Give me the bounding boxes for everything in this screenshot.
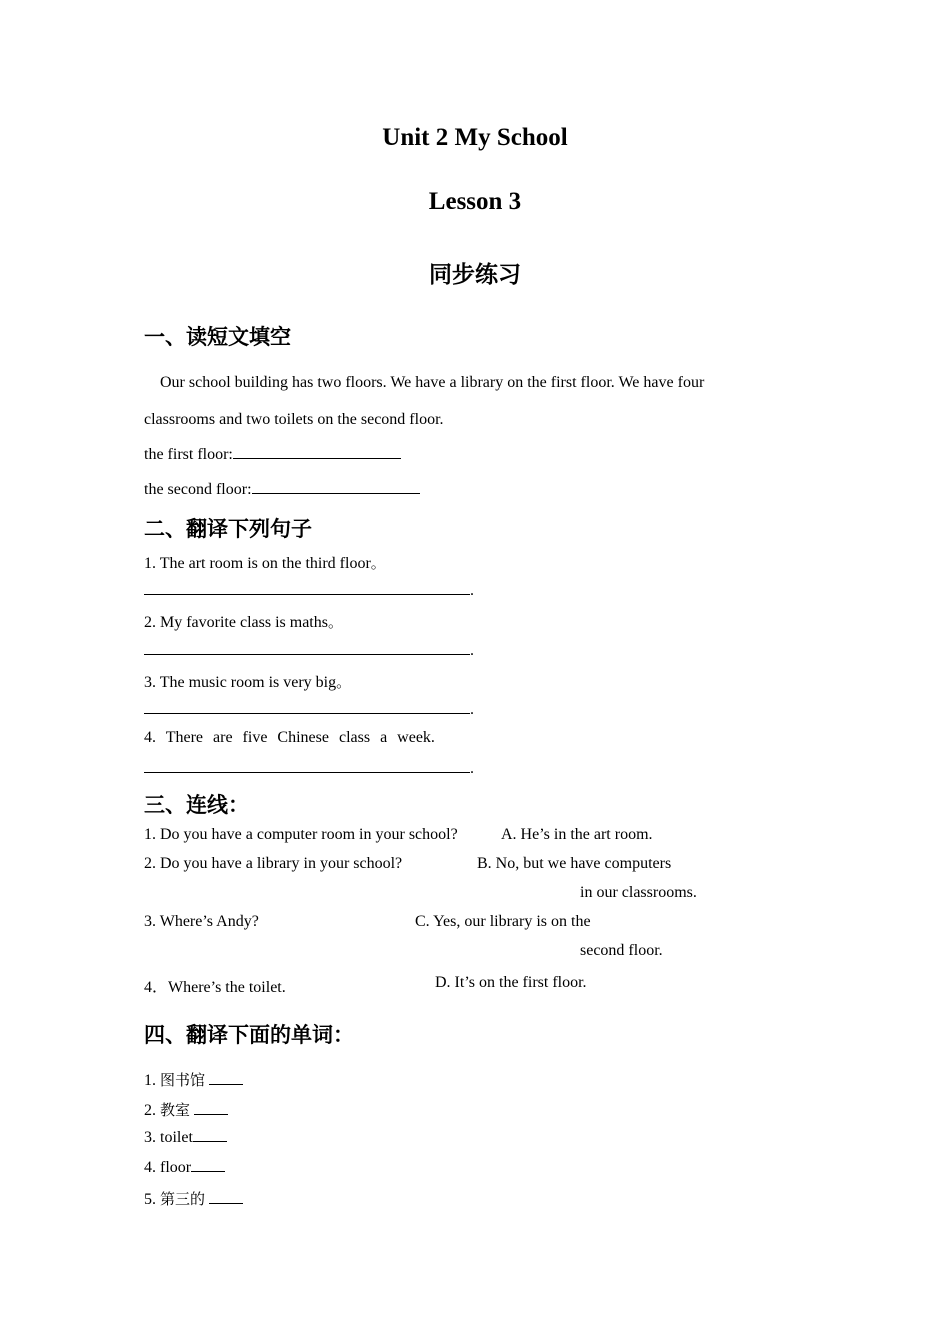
translate-item-text: 2. My favorite class is maths [144,614,328,631]
word-item-3 [144,1129,227,1147]
match-question-1: 1. Do you have a computer room in your school? [144,826,458,843]
answer-period: . [470,642,474,659]
answer-period: . [470,760,474,777]
answer-blank[interactable] [144,760,470,773]
section1-heading: 一、读短文填空 [144,325,291,349]
word-item-text: toilet [160,1129,193,1146]
word-item-text: floor [160,1159,192,1176]
word-item-text: 教室 [160,1101,191,1119]
translate-item-mark: 。 [327,613,343,631]
answer-blank[interactable] [191,1159,225,1172]
word-item-1 [144,1069,243,1090]
match-answer-c: C. Yes, our library is on the [415,913,591,930]
lesson-title: Lesson 3 [428,188,522,215]
word-item-2 [144,1099,228,1120]
fill-second-floor [144,481,420,499]
word-item-number: 3. [144,1129,156,1146]
word-item-4 [144,1159,225,1177]
answer-blank[interactable] [209,1072,243,1085]
translate-item-4 [144,729,435,747]
passage-line-2: classrooms and two toilets on the second floor. [144,411,444,428]
answer-blank[interactable] [144,642,470,655]
translate-item-2 [144,611,343,632]
match-answer-a: A. He’s in the art room. [501,826,653,843]
answer-blank[interactable] [193,1129,227,1142]
answer-period: . [470,582,474,599]
translate-item-text: 4. There are five Chinese class a week. [144,729,435,746]
match-answer-b-cont: in our classrooms. [580,884,697,901]
word-item-number: 1. [144,1072,156,1089]
answer-blank[interactable] [144,701,470,714]
match-question-4: 4．Where’s the toilet. [144,979,286,996]
match-question-3: 3. Where’s Andy? [144,913,259,930]
passage-line-1: Our school building has two floors. We have a library on the first floor. We have four [160,374,705,391]
section2-heading: 二、翻译下列句子 [144,517,312,541]
answer-blank[interactable] [233,446,401,459]
word-item-number: 4. [144,1159,156,1176]
fill-first-floor-label: the first floor: [144,446,233,463]
unit-title: Unit 2 My School [382,124,568,151]
answer-blank[interactable] [209,1191,243,1204]
match-answer-d: D. It’s on the first floor. [435,974,587,991]
translate-item-1 [144,552,386,573]
translate-item-text: 3. The music room is very big [144,674,337,691]
translate-item-3 [144,671,351,692]
match-question-2: 2. Do you have a library in your school? [144,855,403,872]
section3-heading: 三、连线： [144,793,249,817]
translate-answer-1 [144,582,474,600]
answer-period: . [470,701,474,718]
word-item-number: 2. [144,1102,156,1119]
match-answer-b: B. No, but we have computers [477,855,672,872]
translate-answer-4 [144,760,474,778]
word-item-number: 5. [144,1191,156,1208]
section4-heading: 四、翻译下面的单词： [144,1023,354,1047]
translate-answer-3 [144,701,474,719]
fill-second-floor-label: the second floor: [144,481,252,498]
word-item-text: 图书馆 [160,1071,206,1089]
translate-item-mark: 。 [336,673,352,691]
fill-first-floor [144,446,401,464]
translate-item-text: 1. The art room is on the third floor [144,555,371,572]
word-item-5 [144,1188,243,1209]
translate-item-mark: 。 [370,554,386,572]
word-item-text: 第三的 [160,1190,206,1208]
answer-blank[interactable] [252,481,420,494]
match-answer-c-cont: second floor. [580,942,663,959]
practice-title: 同步练习 [429,262,521,288]
translate-answer-2 [144,642,474,660]
answer-blank[interactable] [144,582,470,595]
answer-blank[interactable] [194,1102,228,1115]
